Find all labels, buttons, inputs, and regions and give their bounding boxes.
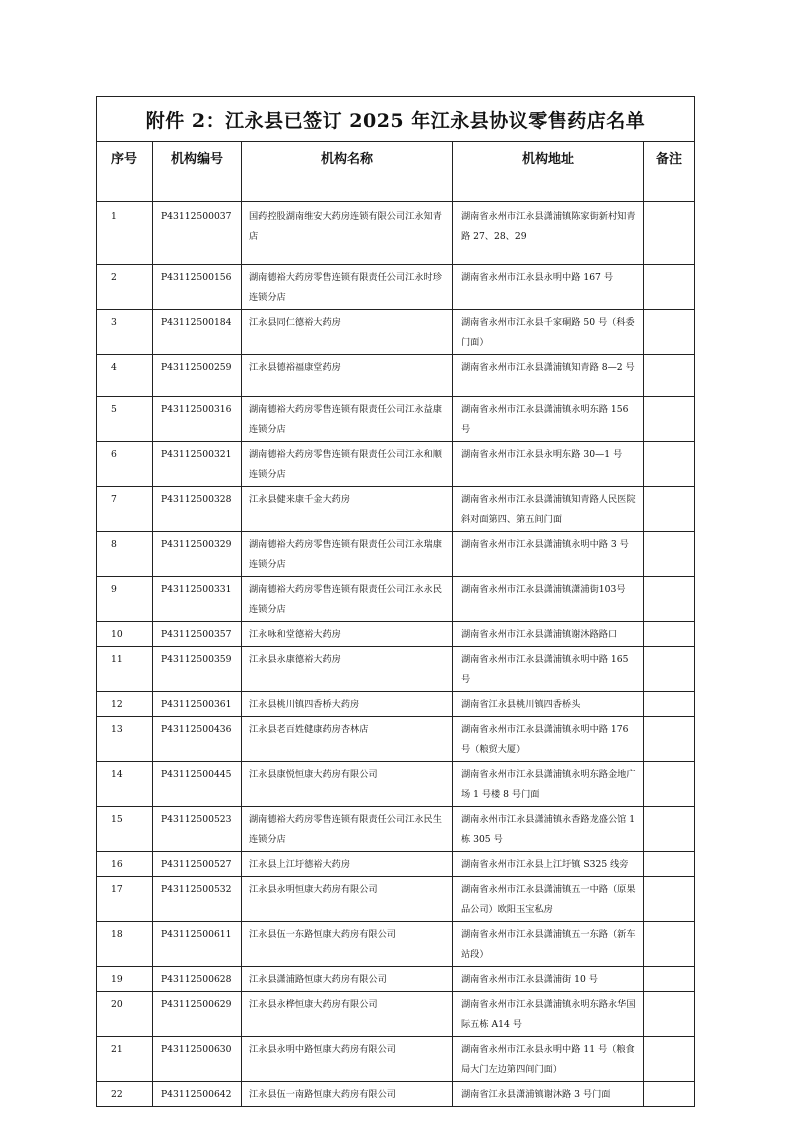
row-code: P43112500328 [153, 487, 242, 532]
table-row [97, 487, 695, 532]
row-address: 湖南省永州市江永县潇浦镇五一东路（新车站段） [453, 922, 644, 967]
row-name: 江永县伍一南路恒康大药房有限公司 [242, 1082, 453, 1107]
row-name: 江永县德裕福康堂药房 [242, 355, 453, 397]
row-address: 湖南省永州市江永县潇浦街 10 号 [453, 967, 644, 992]
header-seq: 序号 [97, 142, 153, 202]
row-code: P43112500316 [153, 397, 242, 442]
table-row [97, 310, 695, 355]
row-code: P43112500259 [153, 355, 242, 397]
row-address: 湖南省永州市江永县潇浦镇陈家街新村知青路 27、28、29 [453, 202, 644, 265]
row-seq: 20 [97, 992, 153, 1037]
table-row [97, 532, 695, 577]
row-remark [644, 762, 695, 807]
row-remark [644, 532, 695, 577]
row-name: 湖南德裕大药房零售连锁有限责任公司江永民生连锁分店 [242, 807, 453, 852]
row-name: 湖南德裕大药房零售连锁有限责任公司江永瑞康连锁分店 [242, 532, 453, 577]
header-remark: 备注 [644, 142, 695, 202]
row-code: P43112500357 [153, 622, 242, 647]
row-remark [644, 202, 695, 265]
row-seq: 11 [97, 647, 153, 692]
table-row [97, 762, 695, 807]
row-seq: 21 [97, 1037, 153, 1082]
table-row [97, 692, 695, 717]
row-address: 湖南省永州市江永县潇浦镇永明东路金地广场 1 号楼 8 号门面 [453, 762, 644, 807]
row-remark [644, 1082, 695, 1107]
row-address: 湖南省永州市江永县千家硐路 50 号（科委门面） [453, 310, 644, 355]
document-title: 附件 2：江永县已签订 2025 年江永县协议零售药店名单 [97, 97, 695, 142]
row-remark [644, 397, 695, 442]
row-remark [644, 647, 695, 692]
row-code: P43112500037 [153, 202, 242, 265]
table-row [97, 807, 695, 852]
row-name: 湖南德裕大药房零售连锁有限责任公司江永时珍连锁分店 [242, 265, 453, 310]
row-code: P43112500628 [153, 967, 242, 992]
row-name: 湖南德裕大药房零售连锁有限责任公司江永和顺连锁分店 [242, 442, 453, 487]
row-name: 江永县桃川镇四香桥大药房 [242, 692, 453, 717]
row-seq: 19 [97, 967, 153, 992]
row-seq: 3 [97, 310, 153, 355]
row-seq: 5 [97, 397, 153, 442]
row-seq: 2 [97, 265, 153, 310]
row-code: P43112500642 [153, 1082, 242, 1107]
row-remark [644, 442, 695, 487]
row-seq: 7 [97, 487, 153, 532]
row-remark [644, 877, 695, 922]
table-row [97, 967, 695, 992]
row-name: 湖南德裕大药房零售连锁有限责任公司江永益康连锁分店 [242, 397, 453, 442]
table-row [97, 922, 695, 967]
document-sheet [96, 96, 694, 1107]
row-name: 江永县永明中路恒康大药房有限公司 [242, 1037, 453, 1082]
row-remark [644, 692, 695, 717]
row-address: 湖南省永州市江永县潇浦镇潇浦街103号 [453, 577, 644, 622]
row-code: P43112500156 [153, 265, 242, 310]
row-seq: 8 [97, 532, 153, 577]
row-name: 江永县上江圩德裕大药房 [242, 852, 453, 877]
row-address: 湖南省永州市江永县潇浦镇永明中路 165 号 [453, 647, 644, 692]
row-remark [644, 487, 695, 532]
row-code: P43112500532 [153, 877, 242, 922]
row-remark [644, 265, 695, 310]
row-seq: 10 [97, 622, 153, 647]
row-name: 国药控股湖南维安大药房连锁有限公司江永知青店 [242, 202, 453, 265]
row-seq: 22 [97, 1082, 153, 1107]
row-remark [644, 852, 695, 877]
header-name: 机构名称 [242, 142, 453, 202]
row-remark [644, 622, 695, 647]
table-row [97, 202, 695, 265]
row-name: 江永县永桦恒康大药房有限公司 [242, 992, 453, 1037]
row-code: P43112500331 [153, 577, 242, 622]
row-address: 湖南省永州市江永县上江圩镇 S325 线旁 [453, 852, 644, 877]
row-remark [644, 310, 695, 355]
row-address: 湖南省永州市江永县潇浦镇永明中路 3 号 [453, 532, 644, 577]
table-row [97, 355, 695, 397]
table-row [97, 852, 695, 877]
row-name: 江永咏和堂德裕大药房 [242, 622, 453, 647]
row-code: P43112500630 [153, 1037, 242, 1082]
row-address: 湖南永州市江永县潇浦镇永香路龙盛公馆 1 栋 305 号 [453, 807, 644, 852]
row-seq: 12 [97, 692, 153, 717]
row-code: P43112500329 [153, 532, 242, 577]
table-row [97, 622, 695, 647]
row-address: 湖南省永州市江永县潇浦镇永明东路永华国际五栋 A14 号 [453, 992, 644, 1037]
row-address: 湖南省永州市江永县潇浦镇谢沐路路口 [453, 622, 644, 647]
row-code: P43112500321 [153, 442, 242, 487]
row-name: 江永县健来康千金大药房 [242, 487, 453, 532]
row-remark [644, 717, 695, 762]
header-code: 机构编号 [153, 142, 242, 202]
row-seq: 1 [97, 202, 153, 265]
table-body [97, 202, 695, 1107]
row-name: 江永县康悦恒康大药房有限公司 [242, 762, 453, 807]
row-seq: 18 [97, 922, 153, 967]
row-name: 江永县同仁德裕大药房 [242, 310, 453, 355]
table-row [97, 647, 695, 692]
header-address: 机构地址 [453, 142, 644, 202]
row-remark [644, 922, 695, 967]
row-address: 湖南省永州市江永县潇浦镇五一中路（原果品公司）欧阳玉宝私房 [453, 877, 644, 922]
row-code: P43112500361 [153, 692, 242, 717]
row-remark [644, 807, 695, 852]
row-name: 江永县永康德裕大药房 [242, 647, 453, 692]
row-seq: 6 [97, 442, 153, 487]
row-code: P43112500629 [153, 992, 242, 1037]
table-row [97, 717, 695, 762]
row-address: 湖南省永州市江永县潇浦镇知青路人民医院斜对面第四、第五间门面 [453, 487, 644, 532]
row-code: P43112500445 [153, 762, 242, 807]
table-row [97, 1037, 695, 1082]
row-code: P43112500436 [153, 717, 242, 762]
row-seq: 16 [97, 852, 153, 877]
row-code: P43112500611 [153, 922, 242, 967]
row-remark [644, 577, 695, 622]
row-address: 湖南省永州市江永县永明中路 11 号（粮食局大门左边第四间门面） [453, 1037, 644, 1082]
row-address: 湖南省永州市江永县潇浦镇永明东路 156 号 [453, 397, 644, 442]
row-address: 湖南省永州市江永县永明中路 167 号 [453, 265, 644, 310]
table-row [97, 1082, 695, 1107]
row-name: 江永县永明恒康大药房有限公司 [242, 877, 453, 922]
row-remark [644, 967, 695, 992]
row-address: 湖南省江永县潇浦镇谢沐路 3 号门面 [453, 1082, 644, 1107]
row-remark [644, 355, 695, 397]
table-row [97, 397, 695, 442]
row-address: 湖南省永州市江永县永明东路 30—1 号 [453, 442, 644, 487]
row-seq: 14 [97, 762, 153, 807]
row-name: 江永县潇浦路恒康大药房有限公司 [242, 967, 453, 992]
row-address: 湖南省江永县桃川镇四香桥头 [453, 692, 644, 717]
table-row [97, 992, 695, 1037]
row-code: P43112500527 [153, 852, 242, 877]
table-row [97, 577, 695, 622]
row-remark [644, 1037, 695, 1082]
row-remark [644, 992, 695, 1037]
row-code: P43112500523 [153, 807, 242, 852]
table-row [97, 442, 695, 487]
row-seq: 4 [97, 355, 153, 397]
row-name: 湖南德裕大药房零售连锁有限责任公司江永永民连锁分店 [242, 577, 453, 622]
row-code: P43112500184 [153, 310, 242, 355]
table-row [97, 265, 695, 310]
row-seq: 17 [97, 877, 153, 922]
row-code: P43112500359 [153, 647, 242, 692]
row-seq: 13 [97, 717, 153, 762]
table-header-row [97, 142, 695, 202]
row-address: 湖南省永州市江永县潇浦镇永明中路 176 号（粮贸大厦） [453, 717, 644, 762]
pharmacy-list-table [96, 96, 695, 1107]
row-address: 湖南省永州市江永县潇浦镇知青路 8—2 号 [453, 355, 644, 397]
row-seq: 9 [97, 577, 153, 622]
row-name: 江永县伍一东路恒康大药房有限公司 [242, 922, 453, 967]
row-name: 江永县老百姓健康药房杏林店 [242, 717, 453, 762]
table-row [97, 877, 695, 922]
row-seq: 15 [97, 807, 153, 852]
